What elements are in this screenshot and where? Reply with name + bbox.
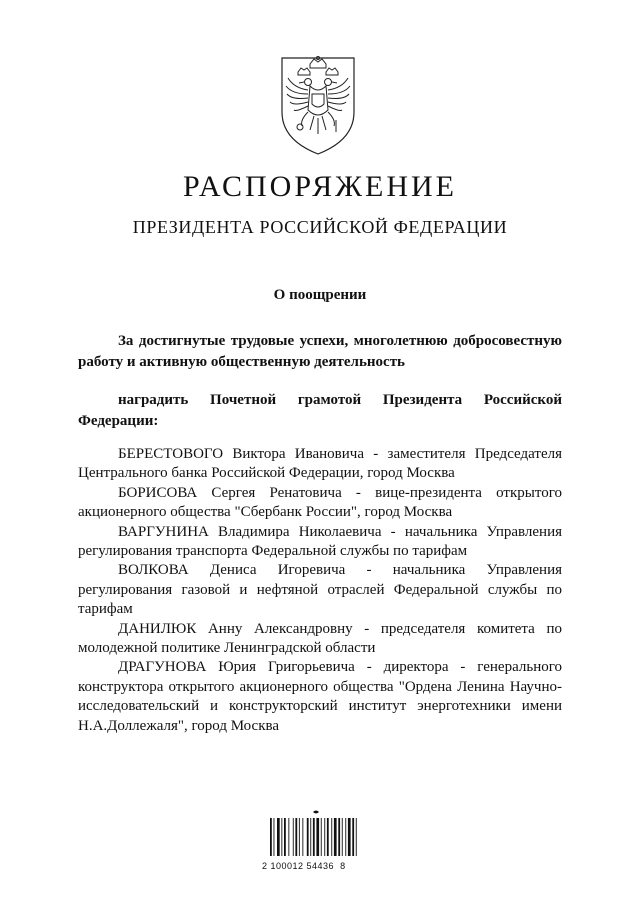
document-subtitle: ПРЕЗИДЕНТА РОССИЙСКОЙ ФЕДЕРАЦИИ (132, 217, 508, 237)
section-heading: О поощрении (273, 287, 367, 303)
preamble-text: За достигнутые трудовые успехи, многолетнюю добросовестную работу и активную общественную деятельность (78, 333, 562, 370)
barcode-icon (268, 810, 368, 858)
coat-of-arms-icon (270, 50, 366, 158)
recipient-item: ДРАГУНОВА Юрия Григорьевича - директора - генерального конструктора открытого акционерного общества "Ордена Ленина Научно-исследовательский и конструкторский институт энерготехники имени Н.А.Доллежаля", город Москва (78, 659, 562, 734)
recipient-item: БОРИСОВА Сергея Ренатовича - вице-президента открытого акционерного общества "Сбербанк России", город Москва (78, 484, 562, 521)
recipient-item: ВОЛКОВА Дениса Игоревича - начальника Управления регулирования газовой и нефтяной отраслей Федеральной службы по тарифам (78, 562, 562, 618)
decision-text: наградить Почетной грамотой Президента Российской Федерации: (78, 392, 562, 429)
decision-paragraph (78, 390, 562, 431)
recipient-item: ДАНИЛЮК Анну Александровну - председателя комитета по молодежной политике Ленинградской области (78, 620, 562, 657)
barcode-number: 2 100012 54436 8 (262, 861, 346, 871)
recipient-item: БЕРЕСТОВОГО Виктора Ивановича - заместителя Председателя Центрального банка Российской Федерации, город Москва (78, 446, 562, 482)
document-title: РАСПОРЯЖЕНИЕ (182, 170, 458, 203)
recipient-list (78, 445, 562, 736)
recipient-item: ВАРГУНИНА Владимира Николаевича - начальника Управления регулирования транспорта Федеральной службы по тарифам (78, 523, 562, 560)
preamble-paragraph (78, 331, 562, 372)
